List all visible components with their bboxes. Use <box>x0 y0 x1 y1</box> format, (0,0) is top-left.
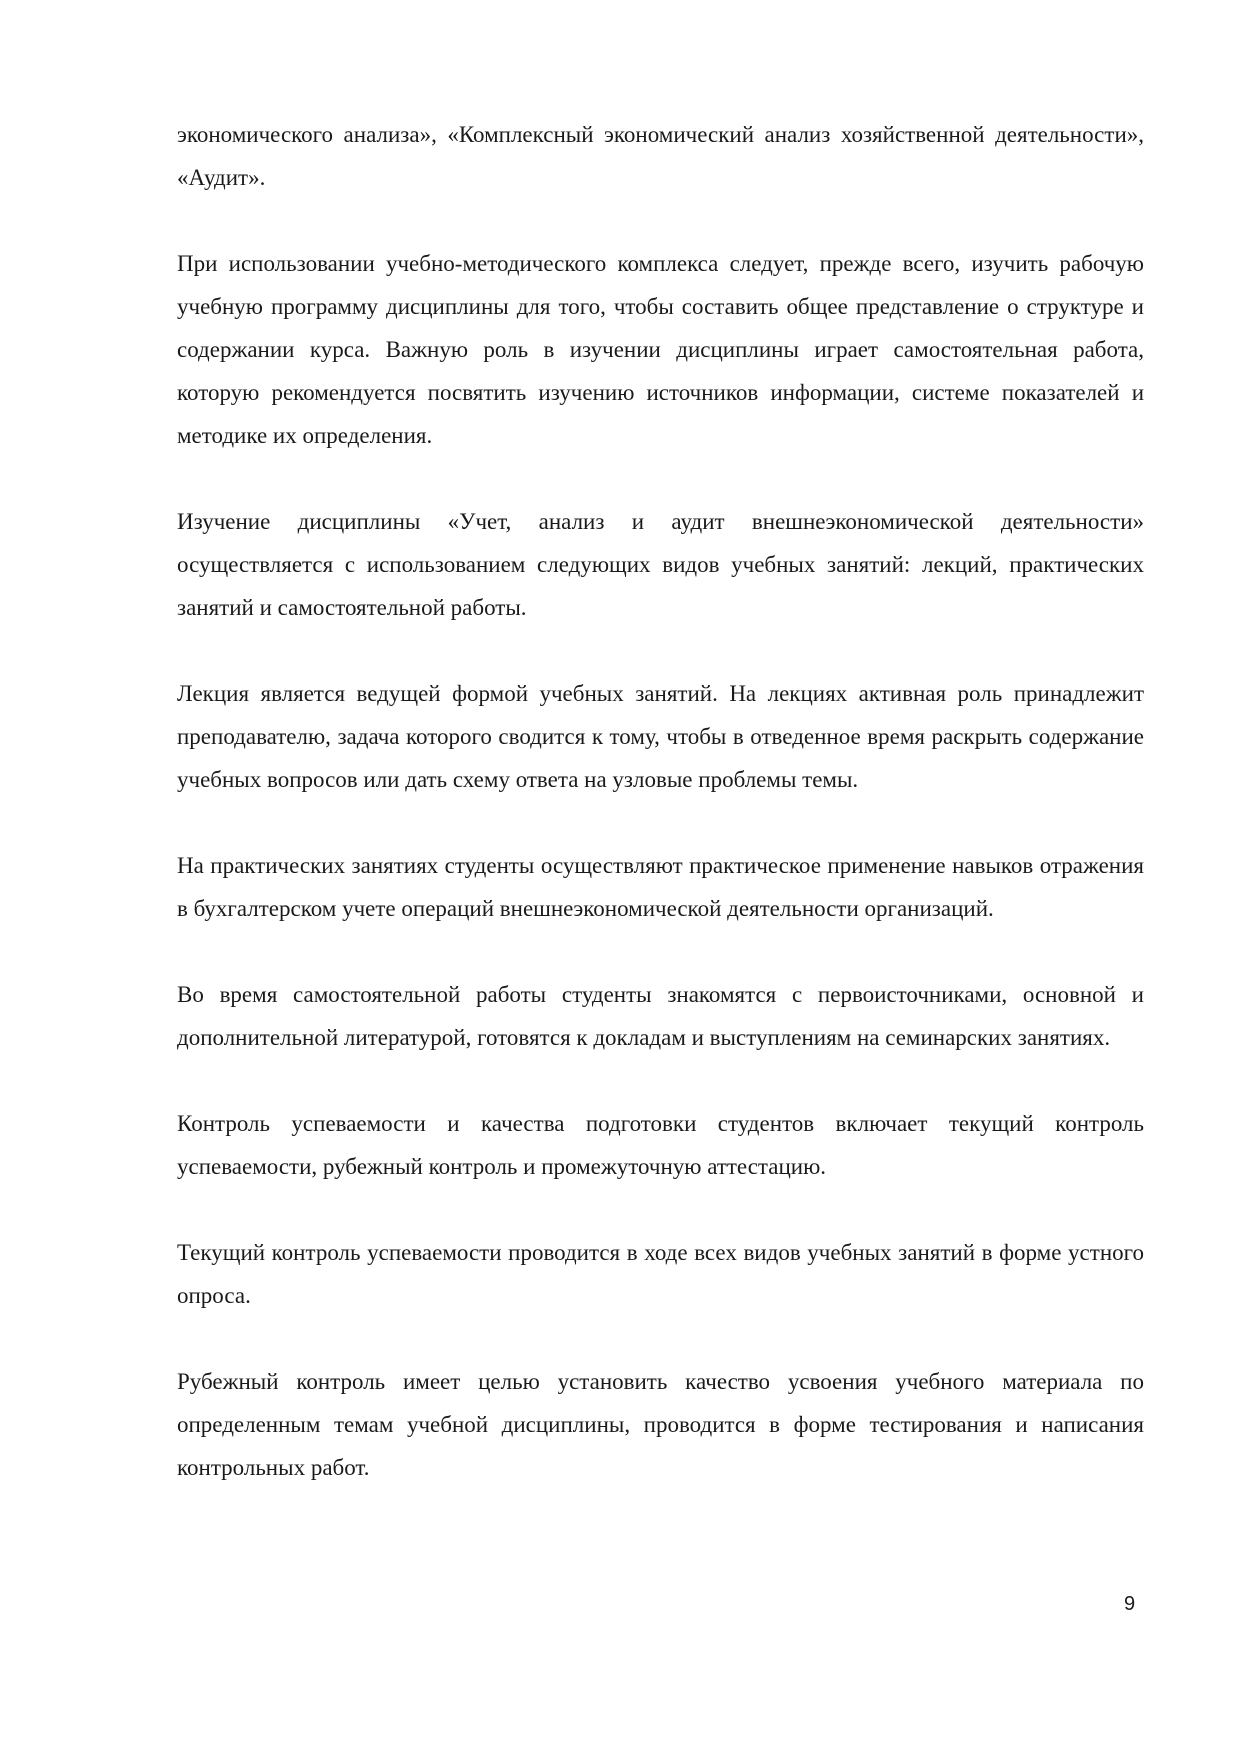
paragraph-practical: На практических занятиях студенты осуществляют практическое применение навыков отражения в бухгалтерском учете операций внешнеэкономической деятельности организаций. <box>177 853 1144 921</box>
paragraph-lecture: Лекция является ведущей формой учебных занятий. На лекциях активная роль принадлежит преподавателю, задача которого сводится к тому, чтобы в отведенное время раскрыть содержание учебных вопросов или дать схему ответа на узловые проблемы темы. <box>177 681 1144 792</box>
paragraph-milestone-control: Рубежный контроль имеет целью установить качество усвоения учебного материала по определенным темам учебной дисциплины, проводится в форме тестирования и написания контрольных работ. <box>177 1369 1144 1480</box>
paragraph-methodical-complex: При использовании учебно-методического комплекса следует, прежде всего, изучить рабочую учебную программу дисциплины для того, чтобы составить общее представление о структуре и содержании курса. Важную роль в изучении дисциплины играет самостоятельная работа, которую рекомендуется посвятить изучению источников информации, системе показателей и методике их определения. <box>177 251 1144 448</box>
paragraph-study-forms: Изучение дисциплины «Учет, анализ и аудит внешнеэкономической деятельности» осуществляется с использованием следующих видов учебных занятий: лекций, практических занятий и самостоятельной работы. <box>177 509 1144 620</box>
paragraph-current-control: Текущий контроль успеваемости проводится в ходе всех видов учебных занятий в форме устного опроса. <box>177 1240 1144 1308</box>
paragraph-self-study: Во время самостоятельной работы студенты знакомятся с первоисточниками, основной и дополнительной литературой, готовятся к докладам и выступлениям на семинарских занятиях. <box>177 982 1144 1050</box>
paragraph-progress-control: Контроль успеваемости и качества подготовки студентов включает текущий контроль успеваемости, рубежный контроль и промежуточную аттестацию. <box>177 1111 1144 1179</box>
document-body <box>177 113 1144 1489</box>
page-number: 9 <box>1124 1593 1136 1615</box>
paragraph-disciplines-list: экономического анализа», «Комплексный экономический анализ хозяйственной деятельности», «Аудит». <box>177 122 1144 190</box>
